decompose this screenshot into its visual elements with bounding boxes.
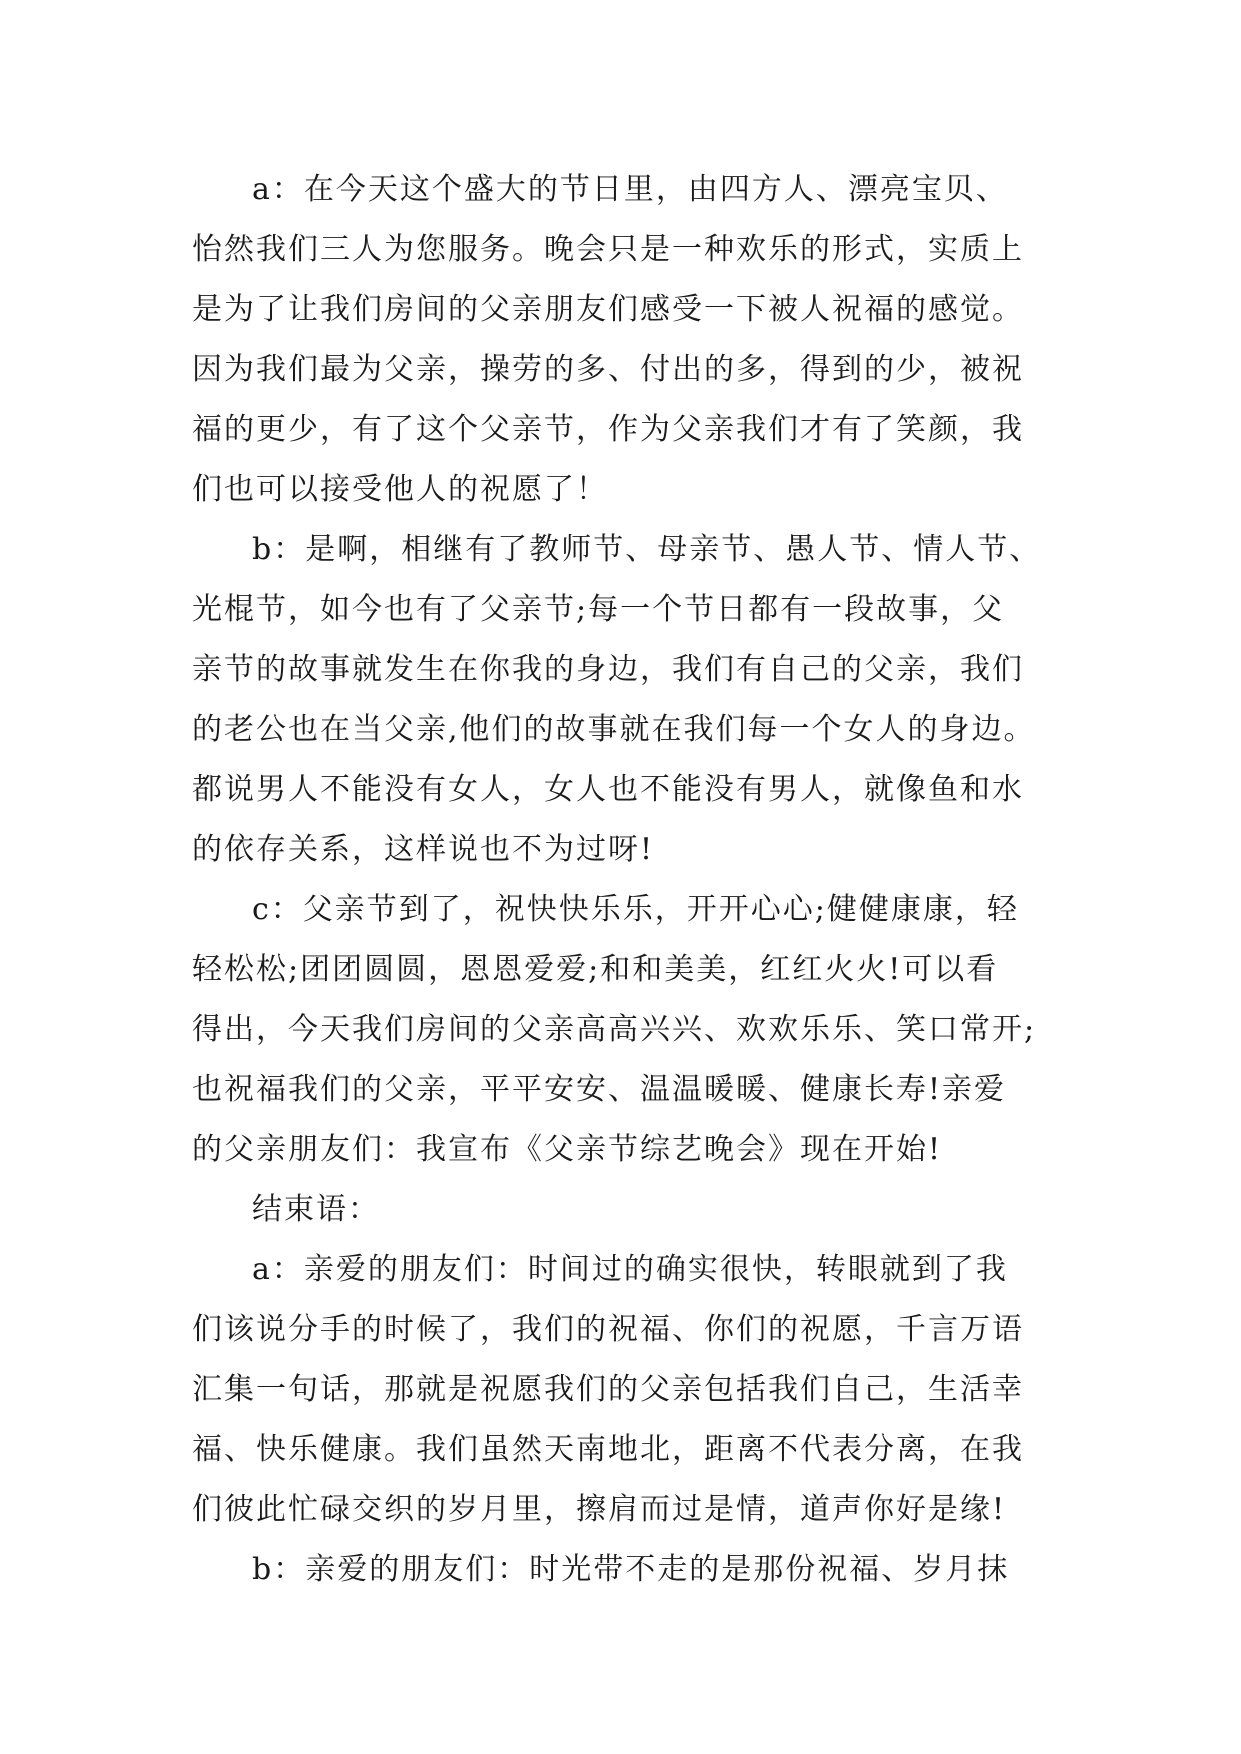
closing-a-line-4: 福、快乐健康。我们虽然天南地北，距离不代表分离，在我 [192, 1432, 1024, 1467]
paragraph-b-line-5: 都说男人不能没有女人，女人也不能没有男人，就像鱼和水 [192, 772, 1024, 807]
closing-a-line-5: 们彼此忙碌交织的岁月里，擦肩而过是情，道声你好是缘! [192, 1492, 1007, 1527]
closing-a-line-1: a：亲爱的朋友们：时间过的确实很快，转眼就到了我 [252, 1252, 1008, 1287]
paragraph-b-line-4: 的老公也在当父亲,他们的故事就在我们每一个女人的身边。 [192, 712, 1036, 747]
paragraph-a-line-2: 怡然我们三人为您服务。晚会只是一种欢乐的形式，实质上 [192, 232, 1024, 267]
paragraph-b-line-2: 光棍节，如今也有了父亲节;每一个节日都有一段故事，父 [192, 592, 1005, 627]
closing-heading: 结束语： [252, 1192, 380, 1227]
paragraph-c-line-5: 的父亲朋友们：我宣布《父亲节综艺晚会》现在开始! [192, 1132, 943, 1167]
paragraph-a-line-3: 是为了让我们房间的父亲朋友们感受一下被人祝福的感觉。 [192, 292, 1024, 327]
paragraph-a-line-6: 们也可以接受他人的祝愿了！ [192, 472, 608, 507]
closing-b-line-1: b：亲爱的朋友们：时光带不走的是那份祝福、岁月抹 [252, 1552, 1010, 1587]
paragraph-b-line-6: 的依存关系，这样说也不为过呀! [192, 832, 655, 867]
document-body [192, 160, 1072, 1600]
paragraph-a-line-1: a：在今天这个盛大的节日里，由四方人、漂亮宝贝、 [252, 172, 1008, 207]
paragraph-b-line-1: b：是啊，相继有了教师节、母亲节、愚人节、情人节、 [252, 532, 1042, 567]
paragraph-c-line-2: 轻松松;团团圆圆，恩恩爱爱;和和美美，红红火火!可以看 [192, 952, 999, 987]
paragraph-c-line-4: 也祝福我们的父亲，平平安安、温温暖暖、健康长寿!亲爱 [192, 1072, 1007, 1107]
paragraph-c-line-1: c：父亲节到了，祝快快乐乐，开开心心;健健康康，轻 [252, 892, 1019, 927]
closing-a-line-2: 们该说分手的时候了，我们的祝福、你们的祝愿，千言万语 [192, 1312, 1024, 1347]
paragraph-a-line-4: 因为我们最为父亲，操劳的多、付出的多，得到的少，被祝 [192, 352, 1024, 387]
paragraph-a-line-5: 福的更少，有了这个父亲节，作为父亲我们才有了笑颜，我 [192, 412, 1024, 447]
paragraph-c-line-3: 得出，今天我们房间的父亲高高兴兴、欢欢乐乐、笑口常开; [192, 1012, 1037, 1047]
paragraph-b-line-3: 亲节的故事就发生在你我的身边，我们有自己的父亲，我们 [192, 652, 1024, 687]
closing-a-line-3: 汇集一句话，那就是祝愿我们的父亲包括我们自己，生活幸 [192, 1372, 1024, 1407]
